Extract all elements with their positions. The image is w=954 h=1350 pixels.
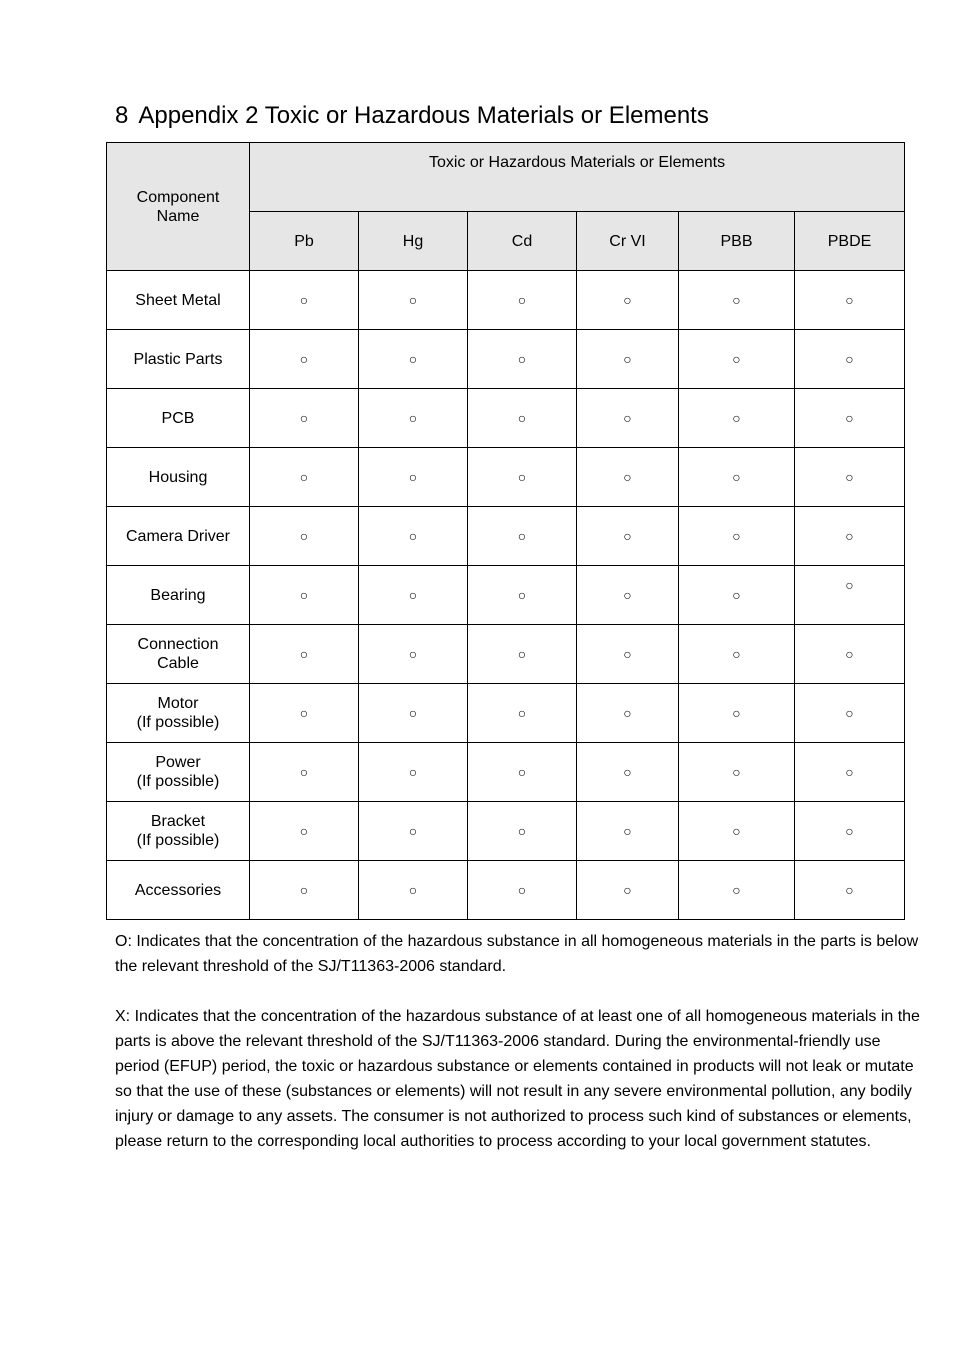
mark-symbol: ○ bbox=[517, 291, 527, 308]
mark-symbol: ○ bbox=[623, 822, 632, 839]
mark-cell bbox=[250, 802, 359, 861]
mark-symbol: ○ bbox=[845, 409, 854, 426]
mark-symbol: ○ bbox=[732, 468, 741, 485]
mark-cell bbox=[679, 271, 795, 330]
mark-symbol: ○ bbox=[408, 645, 418, 662]
mark-cell bbox=[679, 802, 795, 861]
mark-symbol: ○ bbox=[623, 468, 632, 485]
column-header-pb: Pb bbox=[250, 212, 359, 271]
component-name-line: PCB bbox=[161, 409, 195, 427]
mark-symbol: ○ bbox=[623, 704, 632, 721]
mark-symbol: ○ bbox=[408, 704, 418, 721]
mark-symbol: ○ bbox=[517, 586, 527, 603]
mark-cell bbox=[577, 743, 679, 802]
mark-cell bbox=[577, 271, 679, 330]
table-row bbox=[107, 330, 905, 389]
mark-symbol: ○ bbox=[299, 468, 309, 485]
mark-cell bbox=[795, 625, 905, 684]
mark-cell bbox=[250, 684, 359, 743]
component-name-line: (If possible) bbox=[136, 832, 220, 849]
component-name-cell bbox=[107, 330, 250, 389]
table-body bbox=[107, 271, 905, 920]
o-note: O: Indicates that the concentration of the hazardous substance in all homogeneous materials in the parts is below the relevant threshold of the SJ/T11363-2006 standard. bbox=[115, 933, 919, 975]
page-title bbox=[115, 102, 709, 130]
mark-symbol: ○ bbox=[845, 291, 854, 308]
mark-cell bbox=[679, 684, 795, 743]
component-name-line: Plastic Parts bbox=[133, 350, 223, 368]
column-header-cr-vi: Cr VI bbox=[577, 212, 679, 271]
mark-cell bbox=[468, 389, 577, 448]
mark-symbol: ○ bbox=[299, 527, 309, 544]
mark-cell bbox=[250, 625, 359, 684]
component-name-line: Camera Driver bbox=[125, 527, 230, 545]
mark-symbol: ○ bbox=[408, 822, 418, 839]
table-row bbox=[107, 743, 905, 802]
table-row bbox=[107, 566, 905, 625]
notes bbox=[115, 929, 925, 1154]
mark-symbol: ○ bbox=[732, 586, 741, 603]
mark-cell bbox=[359, 330, 468, 389]
mark-cell bbox=[468, 625, 577, 684]
x-note: X: Indicates that the concentration of the hazardous substance of at least one of all homogeneous materials in the parts is above the relevant threshold of the SJ/T11363-2006 standard. During the environmental-friendly use period (EFUP) period, the toxic or hazardous substance or elements contained in products will not leak or mutate so that the use of these (substances or elements) will not result in any severe environmental pollution, any bodily injury or damage to any assets. The consumer is not authorized to process such kind of substances or elements, please return to the corresponding local authorities to process according to your local government statutes. bbox=[115, 1008, 920, 1150]
mark-symbol: ○ bbox=[845, 881, 854, 898]
component-name-line: Cable bbox=[157, 655, 199, 672]
mark-cell bbox=[468, 271, 577, 330]
component-name-cell bbox=[107, 271, 250, 330]
component-header-line: Name bbox=[156, 207, 200, 225]
component-name-cell bbox=[107, 448, 250, 507]
section-title: Appendix 2 Toxic or Hazardous Materials or Elements bbox=[138, 102, 709, 129]
mark-cell bbox=[795, 271, 905, 330]
column-header-hg: Hg bbox=[359, 212, 468, 271]
mark-cell bbox=[795, 684, 905, 743]
mark-symbol: ○ bbox=[623, 291, 632, 308]
mark-symbol: ○ bbox=[408, 763, 418, 780]
mark-cell bbox=[468, 566, 577, 625]
mark-symbol: ○ bbox=[732, 527, 741, 544]
mark-symbol: ○ bbox=[299, 881, 309, 898]
mark-cell bbox=[679, 861, 795, 920]
component-name-cell bbox=[107, 507, 250, 566]
column-header-cd: Cd bbox=[468, 212, 577, 271]
mark-cell bbox=[795, 389, 905, 448]
mark-symbol: ○ bbox=[623, 527, 632, 544]
mark-cell bbox=[250, 743, 359, 802]
mark-symbol: ○ bbox=[732, 291, 741, 308]
mark-cell bbox=[359, 448, 468, 507]
mark-symbol: ○ bbox=[732, 881, 741, 898]
mark-symbol: ○ bbox=[299, 291, 309, 308]
mark-cell bbox=[250, 861, 359, 920]
component-name-cell bbox=[107, 861, 250, 920]
component-name-line: Sheet Metal bbox=[135, 291, 221, 309]
mark-symbol: ○ bbox=[517, 704, 527, 721]
mark-symbol: ○ bbox=[517, 409, 527, 426]
mark-cell bbox=[577, 507, 679, 566]
mark-cell bbox=[577, 684, 679, 743]
component-name-line: Connection bbox=[137, 636, 219, 653]
mark-symbol: ○ bbox=[299, 763, 309, 780]
mark-cell bbox=[250, 330, 359, 389]
mark-cell bbox=[795, 861, 905, 920]
table-row bbox=[107, 861, 905, 920]
mark-cell bbox=[795, 448, 905, 507]
component-name-line: Bracket bbox=[150, 813, 206, 830]
mark-symbol: ○ bbox=[408, 409, 418, 426]
mark-cell bbox=[359, 507, 468, 566]
mark-symbol: ○ bbox=[408, 586, 418, 603]
mark-symbol: ○ bbox=[517, 645, 527, 662]
section-number: 8 bbox=[115, 102, 129, 129]
hazardous-materials-table bbox=[106, 142, 905, 920]
component-name-cell bbox=[107, 684, 250, 743]
mark-symbol: ○ bbox=[732, 350, 741, 367]
mark-symbol: ○ bbox=[408, 881, 418, 898]
mark-cell bbox=[359, 271, 468, 330]
mark-cell bbox=[679, 389, 795, 448]
mark-symbol: ○ bbox=[623, 586, 632, 603]
mark-cell bbox=[577, 330, 679, 389]
mark-cell bbox=[250, 566, 359, 625]
mark-cell bbox=[468, 861, 577, 920]
mark-cell bbox=[468, 330, 577, 389]
mark-symbol: ○ bbox=[299, 409, 309, 426]
mark-cell bbox=[577, 389, 679, 448]
component-name-cell bbox=[107, 802, 250, 861]
mark-symbol: ○ bbox=[517, 822, 527, 839]
mark-symbol: ○ bbox=[299, 822, 309, 839]
component-name-line: Motor bbox=[157, 695, 199, 712]
column-header-pbb: PBB bbox=[679, 212, 795, 271]
mark-symbol: ○ bbox=[623, 763, 632, 780]
mark-cell bbox=[250, 507, 359, 566]
mark-cell bbox=[468, 684, 577, 743]
mark-symbol: ○ bbox=[845, 645, 854, 662]
mark-cell bbox=[795, 330, 905, 389]
mark-cell bbox=[250, 448, 359, 507]
component-name-cell bbox=[107, 389, 250, 448]
materials-group-header: Toxic or Hazardous Materials or Elements bbox=[250, 143, 905, 212]
mark-cell bbox=[795, 802, 905, 861]
mark-cell bbox=[359, 861, 468, 920]
mark-symbol: ○ bbox=[623, 350, 632, 367]
mark-cell bbox=[679, 625, 795, 684]
table-row bbox=[107, 625, 905, 684]
mark-cell bbox=[795, 507, 905, 566]
component-name-line: Housing bbox=[148, 468, 208, 486]
mark-cell bbox=[250, 389, 359, 448]
mark-cell bbox=[577, 625, 679, 684]
mark-symbol: ○ bbox=[623, 645, 632, 662]
mark-cell bbox=[795, 566, 905, 625]
mark-cell bbox=[679, 566, 795, 625]
mark-symbol: ○ bbox=[517, 350, 527, 367]
mark-symbol: ○ bbox=[845, 763, 854, 780]
mark-symbol: ○ bbox=[517, 527, 527, 544]
mark-symbol: ○ bbox=[623, 409, 632, 426]
mark-cell bbox=[468, 448, 577, 507]
mark-symbol: ○ bbox=[408, 350, 418, 367]
column-header-pbde: PBDE bbox=[795, 212, 905, 271]
mark-cell bbox=[577, 861, 679, 920]
mark-symbol: ○ bbox=[299, 586, 309, 603]
mark-cell bbox=[250, 271, 359, 330]
mark-symbol: ○ bbox=[845, 468, 854, 485]
component-name-cell bbox=[107, 743, 250, 802]
table-row bbox=[107, 448, 905, 507]
mark-symbol: ○ bbox=[845, 527, 854, 544]
mark-symbol: ○ bbox=[408, 468, 418, 485]
mark-symbol: ○ bbox=[517, 763, 527, 780]
mark-symbol: ○ bbox=[517, 468, 527, 485]
mark-cell bbox=[577, 802, 679, 861]
mark-cell bbox=[679, 507, 795, 566]
mark-cell bbox=[359, 802, 468, 861]
component-name-line: Accessories bbox=[134, 881, 222, 899]
mark-cell bbox=[468, 802, 577, 861]
mark-cell bbox=[468, 743, 577, 802]
mark-cell bbox=[795, 743, 905, 802]
mark-symbol: ○ bbox=[845, 822, 854, 839]
mark-cell bbox=[359, 625, 468, 684]
mark-cell bbox=[577, 448, 679, 507]
component-header-line: Component bbox=[136, 188, 220, 206]
mark-symbol: ○ bbox=[732, 409, 741, 426]
component-name-line: (If possible) bbox=[136, 714, 220, 731]
component-name-cell bbox=[107, 625, 250, 684]
component-name-line: Power bbox=[155, 754, 201, 771]
table-row bbox=[107, 271, 905, 330]
mark-cell bbox=[468, 507, 577, 566]
mark-symbol: ○ bbox=[732, 763, 741, 780]
mark-symbol: ○ bbox=[845, 704, 854, 721]
mark-cell bbox=[359, 684, 468, 743]
mark-symbol: ○ bbox=[732, 704, 741, 721]
component-name-line: Bearing bbox=[150, 586, 206, 604]
table-row bbox=[107, 802, 905, 861]
mark-symbol: ○ bbox=[408, 527, 418, 544]
table-row bbox=[107, 389, 905, 448]
mark-cell bbox=[359, 566, 468, 625]
mark-cell bbox=[679, 448, 795, 507]
mark-cell bbox=[359, 389, 468, 448]
mark-symbol: ○ bbox=[623, 881, 632, 898]
mark-symbol: ○ bbox=[517, 881, 527, 898]
mark-cell bbox=[679, 330, 795, 389]
mark-cell bbox=[679, 743, 795, 802]
mark-symbol: ○ bbox=[732, 822, 741, 839]
mark-symbol: ○ bbox=[845, 576, 854, 593]
mark-cell bbox=[359, 743, 468, 802]
mark-symbol: ○ bbox=[732, 645, 741, 662]
table-row bbox=[107, 507, 905, 566]
component-name-line: (If possible) bbox=[136, 773, 220, 790]
mark-symbol: ○ bbox=[299, 704, 309, 721]
mark-cell bbox=[577, 566, 679, 625]
mark-symbol: ○ bbox=[845, 350, 854, 367]
mark-symbol: ○ bbox=[299, 645, 309, 662]
mark-symbol: ○ bbox=[408, 291, 418, 308]
mark-symbol: ○ bbox=[299, 350, 309, 367]
component-name-cell bbox=[107, 566, 250, 625]
table-row bbox=[107, 684, 905, 743]
component-name-header bbox=[107, 143, 250, 271]
